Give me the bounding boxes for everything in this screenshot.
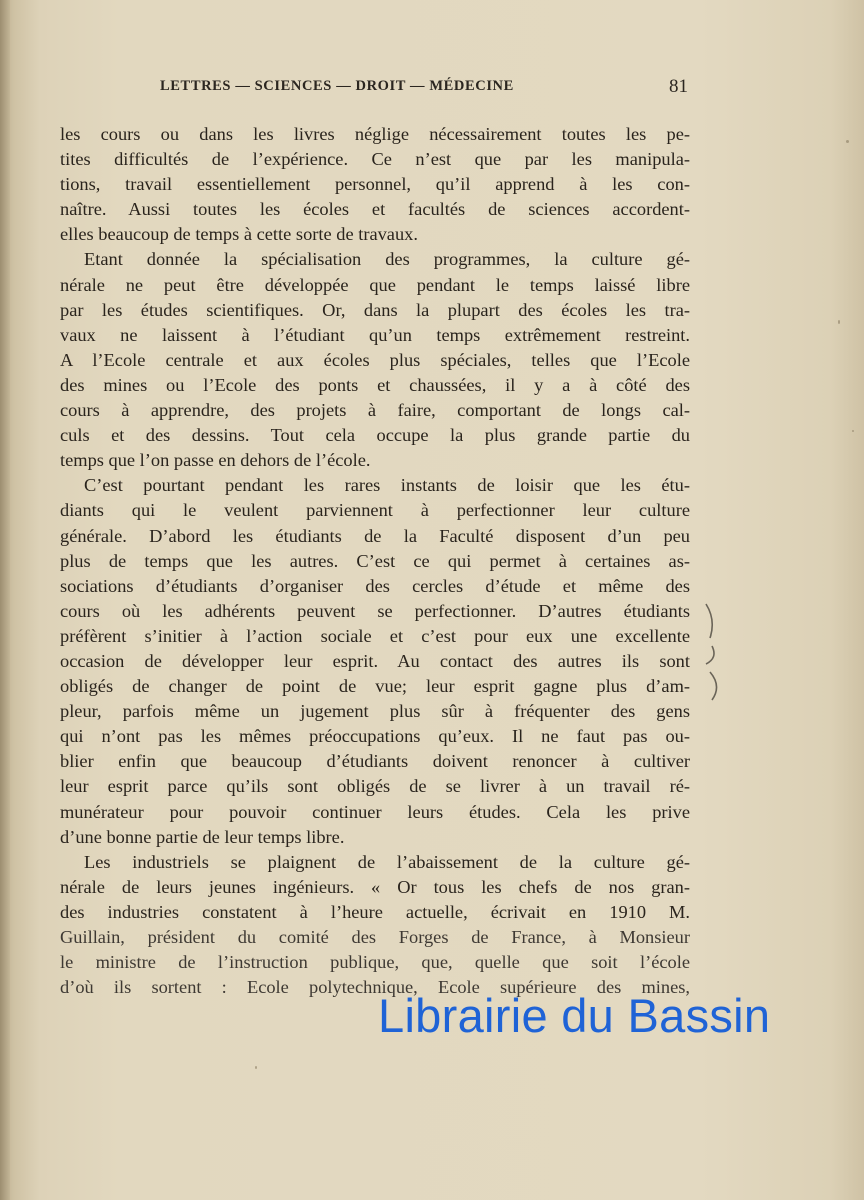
text-line: A l’Ecole centrale et aux écoles plus spéciales, telles que l’Ecole [60,349,690,370]
text-line: tions, travail essentiellement personnel, qu’il apprend à les con- [60,174,690,195]
text-line: diants qui le veulent parviennent à perfectionner leur culture [60,500,690,521]
text-line: d’où ils sortent : Ecole polytechnique, Ecole supérieure des mines, [60,977,690,998]
text-line: nérale de leurs jeunes ingénieurs. « Or tous les chefs de nos gran- [60,876,690,897]
text-line: nérale ne peut être développée que pendant le temps laissé libre [60,274,690,295]
text-line: le ministre de l’instruction publique, que, quelle que soit l’école [60,952,690,973]
text-line: des mines ou l’Ecole des ponts et chaussées, il y a à côté des [60,374,690,395]
text-line: naître. Aussi toutes les écoles et facultés de sciences accordent- [60,199,690,220]
paper-speck [852,430,854,432]
text-line: plus de temps que les autres. C’est ce qui permet à certaines as- [60,550,690,571]
page-binding-edge [0,0,10,1200]
watermark: Librairie du Bassin [378,989,771,1042]
text-line: vaux ne laissent à l’étudiant qu’un temps extrêmement restreint. [60,324,690,345]
text-line: préfèrent s’initier à l’action sociale et c’est pour eux une excellente [60,625,690,646]
text-line: leur esprit parce qu’ils sont obligés de se livrer à un travail ré- [60,776,690,797]
text-line: Guillain, président du comité des Forges de France, à Monsieur [60,927,690,947]
text-line: d’une bonne partie de leur temps libre. [60,826,345,847]
text-line: elles beaucoup de temps à cette sorte de travaux. [60,224,418,245]
text-line: les cours ou dans les livres néglige nécessairement toutes les pe- [60,124,690,144]
text-line: cours à apprendre, des projets à faire, comportant de longs cal- [60,400,690,421]
text-line: culs et des dessins. Tout cela occupe la plus grande partie du [60,425,690,446]
text-line: temps que l’on passe en dehors de l’école. [60,450,371,471]
text-line: sociations d’étudiants d’organiser des cercles d’étude et même des [60,575,690,596]
text-line: générale. D’abord les étudiants de la Faculté disposent d’un peu [60,525,690,546]
paragraph-start-line: Etant donnée la spécialisation des programmes, la culture gé- [84,249,690,270]
paper-speck [255,1066,257,1069]
text-line: cours où les adhérents peuvent se perfectionner. D’autres étudiants [60,600,690,621]
text-line: obligés de changer de point de vue; leur esprit gagne plus d’am- [60,676,690,697]
paper-speck [846,140,849,143]
paragraph-start-line: Les industriels se plaignent de l’abaissement de la culture gé- [84,851,690,872]
text-line: blier enfin que beaucoup d’étudiants doivent renoncer à cultiver [60,751,690,772]
text-line: pleur, parfois même un jugement plus sûr à fréquenter des gens [60,701,690,722]
paper-speck [838,320,840,324]
page-number: 81 [669,76,688,97]
pencil-margin-mark [700,600,726,710]
page-header [160,76,690,100]
text-line: des industries constatent à l’heure actuelle, écrivait en 1910 M. [60,901,690,922]
text-line: munérateur pour pouvoir continuer leurs études. Cela les prive [60,801,690,822]
text-line: tites difficultés de l’expérience. Ce n’est que par les manipula- [60,149,690,170]
text-line: qui n’ont pas les mêmes préoccupations qu’eux. Il ne faut pas ou- [60,726,690,747]
text-line: occasion de développer leur esprit. Au contact des autres ils sont [60,650,690,671]
paragraph-start-line: C’est pourtant pendant les rares instants de loisir que les étu- [84,475,690,496]
running-title: LETTRES — SCIENCES — DROIT — MÉDECINE [160,78,514,94]
text-line: par les études scientifiques. Or, dans la plupart des écoles les tra- [60,299,690,320]
body-text [60,122,690,1000]
